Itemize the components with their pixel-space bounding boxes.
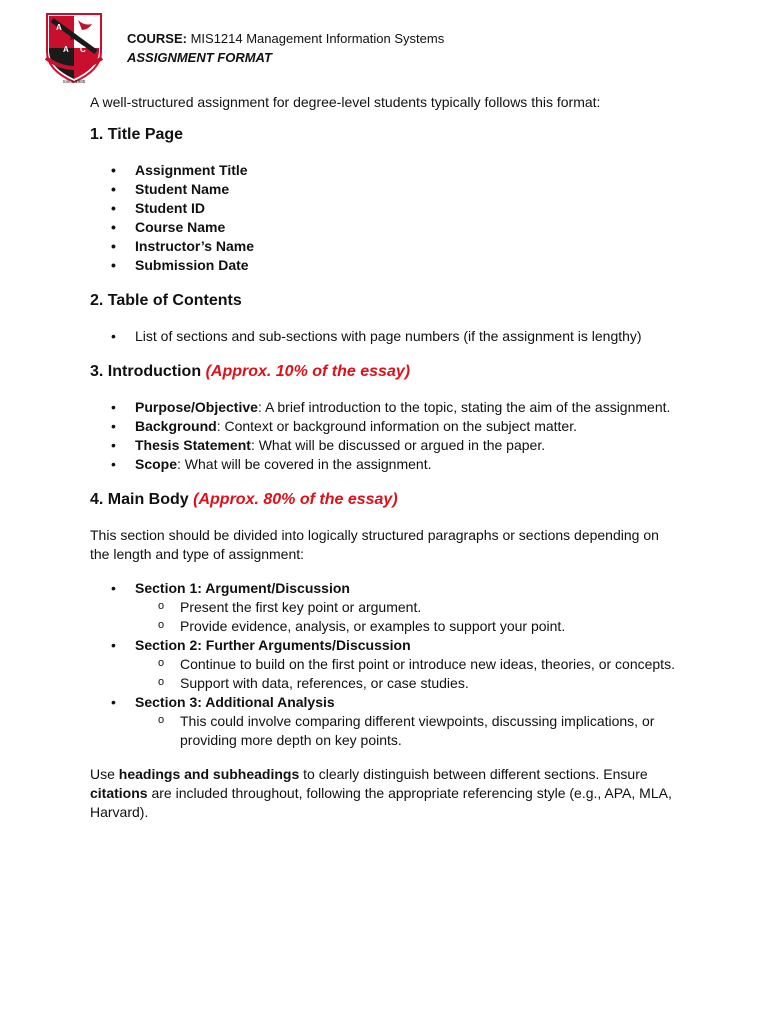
closing-text-1: Use — [90, 766, 119, 782]
sub-list-item: o This could involve comparing different viewpoints, discussing implications, or providing more depth on key points. — [135, 712, 680, 750]
closing-text-3: are included throughout, following the appropriate referencing style (e.g., APA, MLA, Harvard). — [90, 785, 672, 820]
doc-type-title: ASSIGNMENT FORMAT — [127, 50, 272, 65]
section-title: Section 3: Additional Analysis — [135, 694, 335, 710]
heading-title-page: 1. Title Page — [90, 126, 184, 143]
list-item: • Submission Date — [90, 256, 680, 275]
course-label: COURSE: — [127, 31, 187, 46]
sub-list — [135, 655, 680, 693]
item-text: : A brief introduction to the topic, stating the aim of the assignment. — [257, 399, 671, 415]
heading-main-body-text: 4. Main Body — [90, 491, 189, 508]
intro-paragraph: A well-structured assignment for degree-level students typically follows this format: — [90, 94, 601, 110]
logo-letter-2: M — [70, 33, 77, 42]
list-item — [90, 436, 680, 455]
logo-since: Since 1985 — [62, 79, 86, 84]
item-text: : What will be covered in the assignment. — [177, 456, 432, 472]
item-term: Scope — [135, 456, 178, 472]
list-item — [90, 455, 680, 474]
list-item: • Course Name — [90, 218, 680, 237]
item-term: Background — [135, 418, 217, 434]
course-name: MIS1214 Management Information Systems — [190, 31, 445, 46]
list-item: • Instructor’s Name — [90, 237, 680, 256]
logo-letter-1: A — [56, 23, 62, 32]
sub-list — [135, 598, 680, 636]
list-item: • Student ID — [90, 199, 680, 218]
heading-introduction — [90, 361, 680, 383]
heading-introduction-text: 3. Introduction — [90, 363, 202, 380]
document-body — [90, 93, 680, 822]
list-item: • Assignment Title — [90, 161, 680, 180]
list-item — [90, 398, 680, 417]
list-item: • Student Name — [90, 180, 680, 199]
college-logo — [44, 12, 104, 84]
list-item: • List of sections and sub-sections with page numbers (if the assignment is lengthy) — [90, 327, 680, 346]
sub-list-item: o Continue to build on the first point or introduce new ideas, theories, or concepts. — [135, 655, 680, 674]
list-item — [90, 636, 680, 693]
toc-list — [90, 327, 680, 346]
closing-paragraph — [90, 765, 680, 822]
list-item — [90, 579, 680, 636]
closing-text-2: to clearly distinguish between different sections. Ensure — [299, 766, 648, 782]
main-body-percent-note: (Approx. 80% of the essay) — [193, 491, 398, 508]
item-text: : What will be discussed or argued in the paper. — [250, 437, 546, 453]
sub-list-item: o Present the first key point or argument. — [135, 598, 680, 617]
introduction-percent-note: (Approx. 10% of the essay) — [205, 363, 411, 380]
course-line — [127, 31, 444, 46]
sub-list-item: o Provide evidence, analysis, or examples to support your point. — [135, 617, 680, 636]
logo-letter-4: C — [80, 45, 86, 54]
introduction-list — [90, 398, 680, 474]
sub-list-item: o Support with data, references, or case studies. — [135, 674, 680, 693]
item-term: Thesis Statement — [135, 437, 251, 453]
closing-bold-2: citations — [90, 785, 148, 801]
list-item — [90, 417, 680, 436]
item-text: : Context or background information on the subject matter. — [216, 418, 577, 434]
heading-main-body — [90, 489, 680, 511]
title-page-list — [90, 161, 680, 275]
logo-letter-3: A — [63, 45, 69, 54]
heading-toc: 2. Table of Contents — [90, 292, 242, 309]
closing-bold-1: headings and subheadings — [118, 766, 300, 782]
section-title: Section 1: Argument/Discussion — [135, 580, 350, 596]
item-term: Purpose/Objective — [135, 399, 258, 415]
main-body-paragraph: This section should be divided into logically structured paragraphs or sections depending on the length and type of assignment: — [90, 527, 659, 562]
sub-list — [135, 712, 680, 750]
list-item — [90, 693, 680, 750]
main-body-list — [90, 579, 680, 750]
section-title: Section 2: Further Arguments/Discussion — [135, 637, 411, 653]
